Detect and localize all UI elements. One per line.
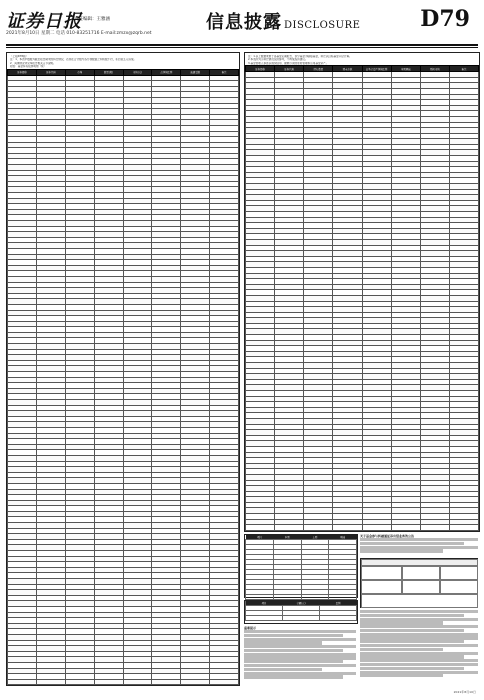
table-cell	[304, 530, 333, 532]
header-cell: 持有数量	[304, 66, 333, 72]
header-cell: 项目	[246, 601, 283, 606]
table-cell	[210, 685, 239, 686]
text-line	[360, 546, 478, 549]
table-cell	[152, 685, 181, 686]
table-cell	[246, 616, 283, 621]
table-cell	[333, 530, 362, 532]
table-cell	[36, 685, 65, 686]
text-line	[360, 633, 478, 636]
notice-body	[244, 630, 356, 679]
text-line	[360, 652, 478, 655]
header-cell: 证券代码	[36, 69, 65, 75]
text-line	[360, 629, 464, 632]
holdings-table-left	[7, 69, 239, 686]
text-line	[360, 671, 478, 674]
table-row	[246, 616, 357, 621]
table-cell	[320, 616, 357, 621]
summary-table-grid	[245, 535, 357, 605]
text-line	[360, 648, 443, 651]
header-cell: 比例	[320, 601, 357, 606]
table-cell	[449, 530, 478, 532]
text-line	[360, 621, 443, 624]
header-cell: 证券简称	[246, 66, 275, 72]
right-notes	[245, 53, 479, 65]
date-contact-line: 2021年8月10日 星期二 电话 010-83251716 E-mail:zmzx@zqrb.net	[6, 31, 152, 36]
left-disclosure-column	[6, 52, 240, 686]
note-line: （上接D78版）	[10, 55, 29, 58]
text-line	[244, 638, 356, 641]
text-line	[360, 542, 464, 545]
header-cell: 流通受限	[181, 69, 210, 75]
header-cell: 期初市值	[420, 66, 449, 72]
newspaper-logo: 证券日报	[6, 11, 82, 32]
text-line	[360, 538, 478, 541]
text-line	[360, 674, 443, 677]
masthead	[6, 4, 478, 44]
table-cell	[94, 685, 123, 686]
table-cell	[181, 685, 210, 686]
table-row	[8, 685, 239, 686]
table-cell	[283, 616, 320, 621]
text-line	[360, 667, 464, 670]
right-disclosure-column	[244, 52, 480, 532]
notice-title: 关于基金参与转融通证券出借业务的公告	[360, 534, 415, 538]
table-cell	[391, 530, 420, 532]
table-cell	[123, 685, 152, 686]
table-cell	[8, 685, 37, 686]
note-line: 3.基金管理人承诺以诚实信用、勤勉尽责的原则管理和运用基金资产。	[248, 61, 329, 65]
note-line: 注：1.以上数据来源于各基金定期报告，部分基金为联接基金，持仓以目标基金口径计算。	[248, 55, 352, 58]
text-line	[360, 614, 464, 617]
text-line	[244, 660, 343, 663]
bottom-right-notices	[244, 534, 478, 688]
header-cell: 占净值比例	[152, 69, 181, 75]
header-cell: 市值(元)	[123, 69, 152, 75]
text-line	[360, 663, 478, 666]
note-line: 注：1、本表中数据为截至报告期末的持仓情况，若存在合计数与各分项数值之和尾数不符，系四舍五入造成。	[10, 58, 137, 62]
header-cell: 数量(股)	[94, 69, 123, 75]
page-footer: 2021年8月10日	[453, 690, 476, 694]
text-line	[360, 659, 478, 662]
text-line	[244, 672, 356, 675]
note-line: 2.本表所列示持仓情况仅供参考，不构成投资建议。	[248, 58, 308, 62]
holdings-table-right	[245, 65, 479, 532]
notice-text-right	[360, 534, 478, 686]
header-cell: 占基金资产净值比例	[362, 66, 391, 72]
note-line: 2、具体情况详见本报告相关章节说明。	[10, 61, 56, 65]
table-header-row	[246, 601, 357, 606]
left-notes	[7, 53, 239, 69]
text-line	[360, 655, 464, 658]
summary-table	[244, 534, 358, 598]
text-line	[244, 645, 356, 648]
notice-title: 重要提示	[244, 626, 257, 630]
header-cell: 项目	[246, 535, 274, 540]
header-cell: 增减	[329, 535, 357, 540]
text-line	[244, 641, 322, 644]
header-cell: 本期	[273, 535, 301, 540]
table-cell	[246, 530, 275, 532]
section-title-cn: 信息披露	[206, 12, 282, 33]
header-cell: 备注	[449, 66, 478, 72]
text-line	[244, 664, 356, 667]
header-cell: 金额(元)	[283, 601, 320, 606]
text-line	[360, 640, 464, 643]
notice-body	[360, 610, 478, 678]
table-row	[246, 530, 479, 532]
notice-text-left	[244, 626, 356, 686]
table-cell	[65, 685, 94, 686]
text-line	[360, 636, 478, 639]
header-cell: 市场	[65, 69, 94, 75]
text-line	[244, 656, 356, 659]
editor-line: 责任编辑：王雅涵	[74, 17, 110, 22]
text-line	[244, 653, 356, 656]
text-line	[360, 618, 478, 621]
summary-table-small-grid	[245, 601, 357, 621]
section-title	[206, 8, 360, 34]
text-line	[360, 610, 478, 613]
header-cell: 期末市值	[333, 66, 362, 72]
text-line	[360, 644, 478, 647]
table-cell	[275, 530, 304, 532]
notice-form-table	[360, 558, 478, 608]
form-cell	[361, 593, 478, 608]
table-title: 附表：基金持有股票明细（续）	[10, 65, 47, 69]
page-number: D79	[420, 6, 470, 32]
text-line	[244, 668, 322, 671]
masthead-rule-thin	[6, 47, 478, 48]
header-cell: 证券代码	[275, 66, 304, 72]
header-cell: 证券简称	[8, 69, 37, 75]
text-line	[244, 649, 343, 652]
header-cell: 本期增减	[391, 66, 420, 72]
table-cell	[420, 530, 449, 532]
notice-body	[360, 538, 478, 553]
summary-table-small	[244, 600, 358, 624]
text-line	[244, 630, 356, 633]
header-cell: 备注	[210, 69, 239, 75]
text-line	[360, 549, 443, 552]
header-cell: 上期	[301, 535, 329, 540]
masthead-rule	[6, 44, 478, 46]
text-line	[244, 634, 343, 637]
text-line	[360, 625, 478, 628]
text-line	[244, 675, 343, 678]
section-title-en: DISCLOSURE	[284, 20, 361, 31]
table-cell	[362, 530, 391, 532]
